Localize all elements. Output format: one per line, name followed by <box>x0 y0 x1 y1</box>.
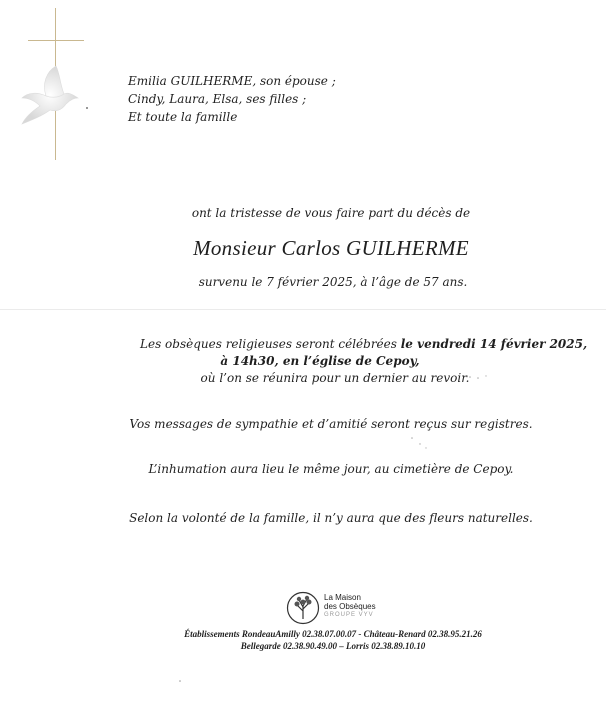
family-line-spouse: Emilia GUILHERME, son épouse ; <box>128 74 336 88</box>
funeral-line-1 <box>140 336 588 353</box>
funeral-details <box>140 336 588 387</box>
funeral-gathering: où l’on se réunira pour un dernier au revoir. <box>200 371 470 385</box>
funeral-time-place: à 14h30, en l’église de Cepoy, <box>220 354 420 368</box>
funeral-line-1-prefix: Les obsèques religieuses seront célébrées <box>140 337 401 351</box>
date-of-death: survenu le 7 février 2025, à l’âge de 57 ans. <box>198 275 468 289</box>
tree-logo-icon <box>286 591 320 625</box>
dove-icon <box>16 62 80 132</box>
condolence-registers: Vos messages de sympathie et d’amitié seront reçus sur registres. <box>129 417 533 431</box>
family-signatories <box>128 72 336 126</box>
establishments-line-2: Bellegarde 02.38.90.49.00 – Lorris 02.38.89.10.10 <box>240 641 426 651</box>
cross-horizontal-bar <box>28 40 84 41</box>
flowers-info: Selon la volonté de la famille, il n’y aura que des fleurs naturelles. <box>129 511 533 525</box>
fold-line <box>0 309 606 310</box>
burial-info: L’inhumation aura lieu le même jour, au cimetière de Cepoy. <box>148 462 514 476</box>
brand-group: GROUPE VYV <box>324 612 374 618</box>
brand-line-1: La Maison <box>324 593 361 602</box>
brand-line-2: des Obsèques <box>324 602 376 611</box>
funeral-home-brand <box>324 593 376 620</box>
family-line-family: Et toute la famille <box>128 110 238 124</box>
announcement-intro: ont la tristesse de vous faire part du décès de <box>191 206 471 220</box>
family-line-daughters: Cindy, Laura, Elsa, ses filles ; <box>128 92 307 106</box>
funeral-date: le vendredi 14 février 2025, <box>400 337 588 351</box>
establishments-line-1: Établissements RondeauAmilly 02.38.07.00.07 - Château-Renard 02.38.95.21.26 <box>184 629 482 639</box>
deceased-name: Monsieur Carlos GUILHERME <box>193 236 469 260</box>
